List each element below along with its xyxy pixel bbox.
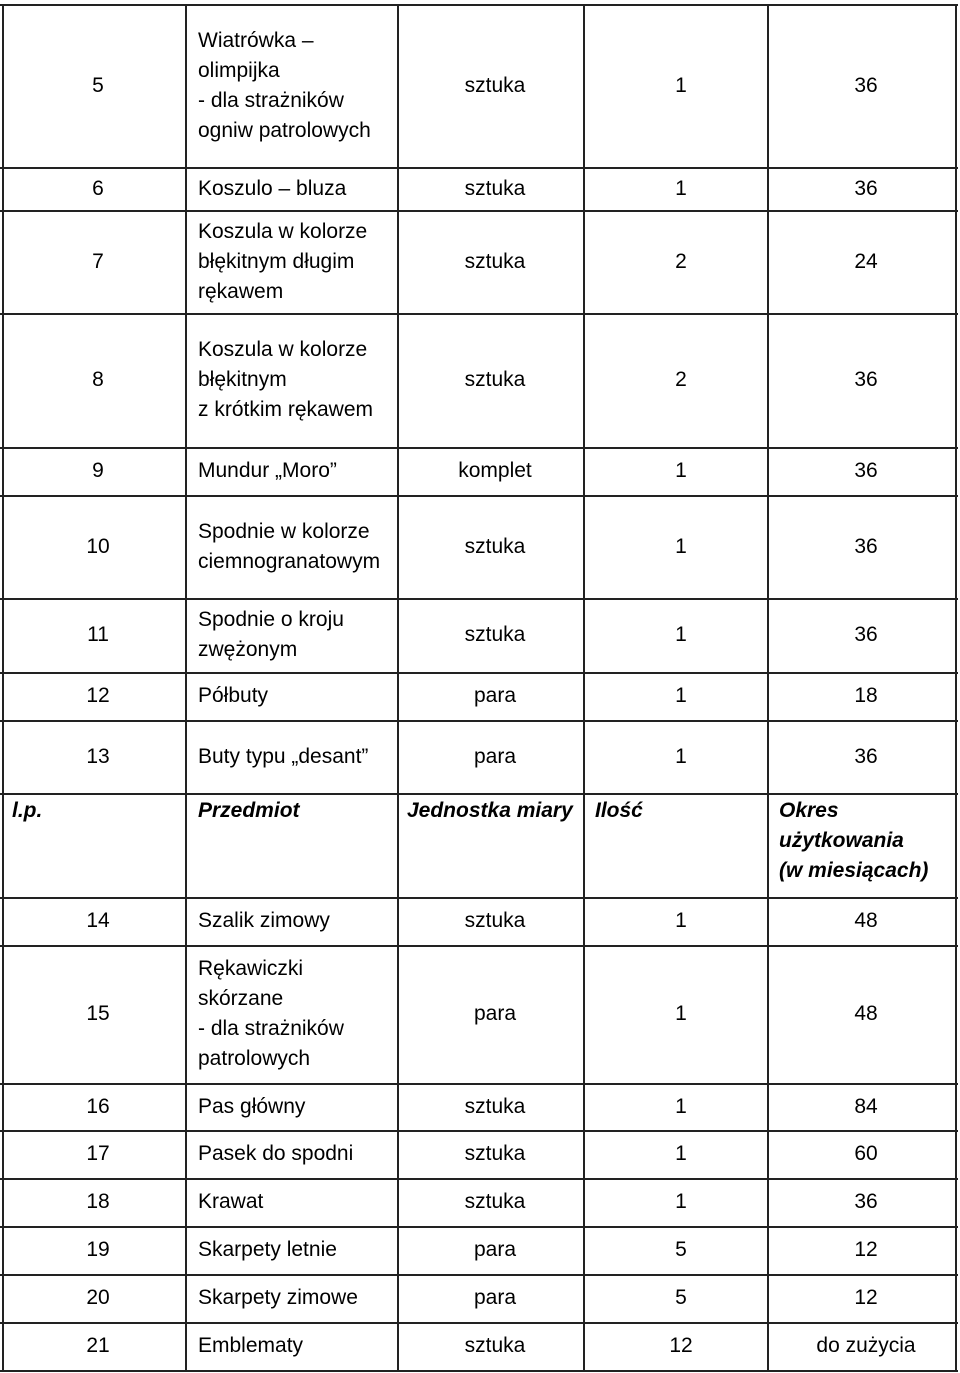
quantity: 12 <box>669 1334 693 1357</box>
row-divider <box>0 793 958 795</box>
row-divider <box>0 1370 958 1372</box>
row-divider <box>0 210 958 212</box>
item-name: błękitnym długim <box>198 250 355 273</box>
quantity: 1 <box>675 1002 687 1025</box>
item-name: Buty typu „desant” <box>198 745 369 768</box>
quantity: 1 <box>675 177 687 200</box>
unit-of-measure: para <box>473 1002 517 1025</box>
quantity: 1 <box>675 745 687 768</box>
item-name: Mundur „Moro” <box>198 459 337 482</box>
item-name: błękitnym <box>198 368 287 391</box>
unit-of-measure: sztuka <box>464 74 526 97</box>
item-name: Koszula w kolorze <box>198 338 368 361</box>
item-name: Skarpety letnie <box>198 1238 337 1261</box>
row-divider <box>0 598 958 600</box>
usage-period: 48 <box>854 1002 878 1025</box>
row-divider <box>0 945 958 947</box>
item-name: Pasek do spodni <box>198 1142 354 1165</box>
row-divider <box>0 672 958 674</box>
item-name: - dla strażników <box>198 1017 344 1040</box>
unit-of-measure: sztuka <box>464 1190 526 1213</box>
quantity: 2 <box>675 250 687 273</box>
row-divider <box>0 897 958 899</box>
row-number: 5 <box>92 74 104 97</box>
row-number: 15 <box>86 1002 110 1025</box>
row-divider <box>0 1178 958 1180</box>
usage-period: 12 <box>854 1286 878 1309</box>
item-name: Koszulo – bluza <box>198 177 347 200</box>
quantity: 1 <box>675 1095 687 1118</box>
quantity: 2 <box>675 368 687 391</box>
item-name: Krawat <box>198 1190 264 1213</box>
row-number: 18 <box>86 1190 110 1213</box>
item-name: Koszula w kolorze <box>198 220 368 243</box>
unit-of-measure: sztuka <box>464 1095 526 1118</box>
usage-period: 36 <box>854 745 878 768</box>
unit-of-measure: para <box>473 684 517 707</box>
item-name: ciemnogranatowym <box>198 550 381 573</box>
row-number: 9 <box>92 459 104 482</box>
quantity: 5 <box>675 1238 687 1261</box>
row-divider <box>0 313 958 315</box>
row-number: 8 <box>92 368 104 391</box>
row-number: 16 <box>86 1095 110 1118</box>
item-name: Skarpety zimowe <box>198 1286 358 1309</box>
row-divider <box>0 1322 958 1324</box>
quantity: 1 <box>675 623 687 646</box>
row-divider <box>0 720 958 722</box>
row-number: 7 <box>92 250 104 273</box>
usage-period: 36 <box>854 535 878 558</box>
item-name: ogniw patrolowych <box>198 119 371 142</box>
usage-period: 84 <box>854 1095 878 1118</box>
unit-of-measure: sztuka <box>464 177 526 200</box>
unit-of-measure: sztuka <box>464 368 526 391</box>
row-number: 17 <box>86 1142 110 1165</box>
unit-of-measure: komplet <box>458 459 532 482</box>
header-item: Przedmiot <box>198 799 300 822</box>
item-name: z krótkim rękawem <box>198 398 374 421</box>
usage-period: 18 <box>854 684 878 707</box>
header-usage-period: użytkowania <box>779 829 904 852</box>
item-name: Rękawiczki <box>198 957 304 980</box>
quantity: 1 <box>675 535 687 558</box>
item-name: Emblematy <box>198 1334 304 1357</box>
item-name: Spodnie o kroju <box>198 608 344 631</box>
item-name: Pas główny <box>198 1095 306 1118</box>
usage-period: 36 <box>854 368 878 391</box>
row-number: 21 <box>86 1334 110 1357</box>
usage-period: do zużycia <box>816 1334 916 1357</box>
unit-of-measure: para <box>473 745 517 768</box>
row-number: 19 <box>86 1238 110 1261</box>
header-lp: l.p. <box>12 799 43 822</box>
item-name: Półbuty <box>198 684 269 707</box>
row-divider <box>0 1130 958 1132</box>
row-divider <box>0 447 958 449</box>
unit-of-measure: sztuka <box>464 1142 526 1165</box>
quantity: 1 <box>675 909 687 932</box>
row-number: 14 <box>86 909 110 932</box>
unit-of-measure: sztuka <box>464 250 526 273</box>
quantity: 1 <box>675 459 687 482</box>
item-name: patrolowych <box>198 1047 311 1070</box>
row-divider <box>0 1274 958 1276</box>
usage-period: 36 <box>854 74 878 97</box>
unit-of-measure: sztuka <box>464 1334 526 1357</box>
quantity: 1 <box>675 684 687 707</box>
unit-of-measure: para <box>473 1286 517 1309</box>
usage-period: 48 <box>854 909 878 932</box>
item-name: zwężonym <box>198 638 298 661</box>
row-number: 6 <box>92 177 104 200</box>
row-number: 20 <box>86 1286 110 1309</box>
quantity: 5 <box>675 1286 687 1309</box>
unit-of-measure: sztuka <box>464 623 526 646</box>
quantity: 1 <box>675 1142 687 1165</box>
row-divider <box>0 167 958 169</box>
row-divider <box>0 495 958 497</box>
usage-period: 24 <box>854 250 878 273</box>
quantity: 1 <box>675 74 687 97</box>
unit-of-measure: para <box>473 1238 517 1261</box>
row-number: 12 <box>86 684 110 707</box>
row-divider <box>0 1083 958 1085</box>
row-divider <box>0 1226 958 1228</box>
usage-period: 12 <box>854 1238 878 1261</box>
item-name: - dla strażników <box>198 89 344 112</box>
item-name: Szalik zimowy <box>198 909 330 932</box>
row-number: 13 <box>86 745 110 768</box>
header-quantity: Ilość <box>595 799 643 822</box>
item-name: olimpijka <box>198 59 280 82</box>
usage-period: 36 <box>854 459 878 482</box>
unit-of-measure: sztuka <box>464 909 526 932</box>
usage-period: 36 <box>854 623 878 646</box>
row-number: 11 <box>87 623 109 646</box>
item-name: Wiatrówka – <box>198 29 314 52</box>
unit-of-measure: sztuka <box>464 535 526 558</box>
usage-period: 36 <box>854 177 878 200</box>
item-name: skórzane <box>198 987 284 1010</box>
usage-period: 36 <box>854 1190 878 1213</box>
header-usage-period: Okres <box>779 799 839 822</box>
quantity: 1 <box>675 1190 687 1213</box>
row-number: 10 <box>86 535 110 558</box>
header-unit: Jednostka miary <box>407 799 573 822</box>
row-divider <box>0 4 958 6</box>
item-name: Spodnie w kolorze <box>198 520 370 543</box>
usage-period: 60 <box>854 1142 878 1165</box>
header-usage-period: (w miesiącach) <box>779 859 929 882</box>
item-name: rękawem <box>198 280 284 303</box>
